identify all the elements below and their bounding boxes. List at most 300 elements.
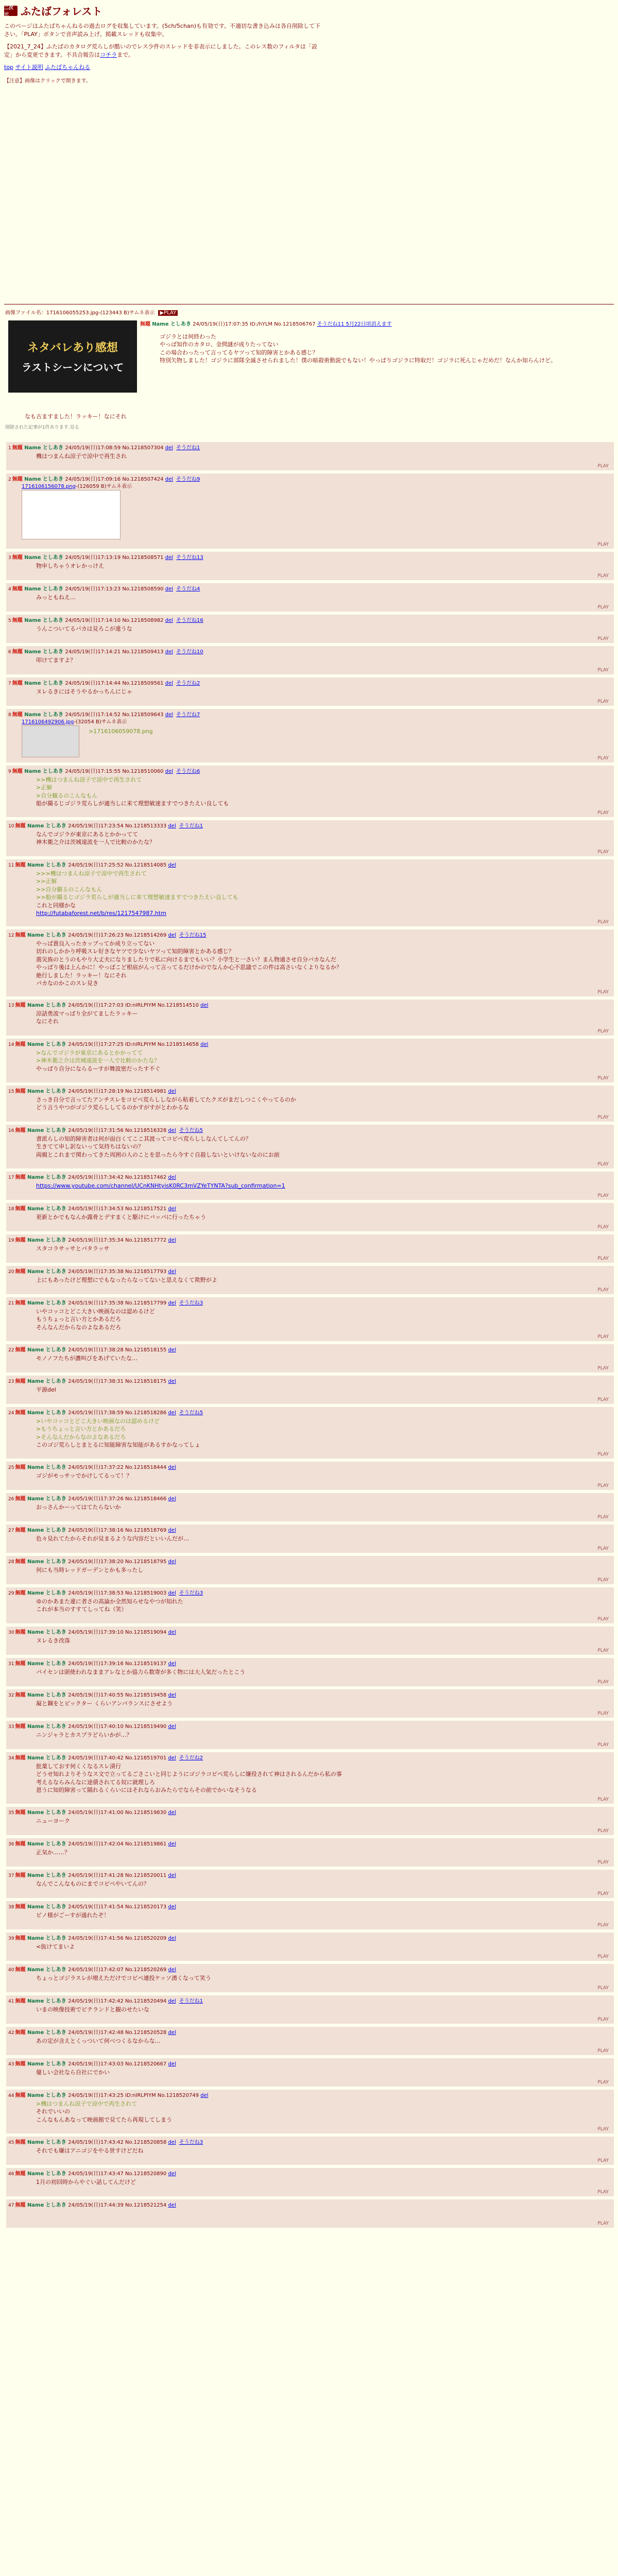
reply-line: ニンジャラとカスプラどらいかが…？: [36, 1732, 132, 1738]
reply-line: ちょっとゴジラスレが増えただけでコピペ連投ケッソ湧くなって笑う: [36, 1975, 211, 1981]
reply-subject: 無題: [15, 1410, 27, 1416]
reply-file-link[interactable]: 1716106492906.jpg: [22, 719, 74, 725]
sodane-link[interactable]: そうだね1: [176, 445, 200, 451]
reply-name: Name としあき: [27, 1300, 68, 1306]
reply-name: Name としあき: [24, 477, 65, 482]
reply-number: 23: [8, 1379, 14, 1384]
reply-date: 24/05/19(日)17:44:39 No.1218521254: [68, 2202, 168, 2208]
op-subject: 無題: [140, 321, 150, 327]
del-link[interactable]: del: [168, 1559, 176, 1565]
play-button[interactable]: PLAY: [597, 2048, 609, 2054]
reply-name: Name としあき: [24, 586, 65, 592]
play-button[interactable]: PLAY: [597, 2080, 609, 2085]
reply-body: [36, 1245, 110, 1252]
reply-subject: 無題: [15, 1590, 27, 1596]
reply-number: 6: [8, 650, 11, 655]
reply-line: ピノ様がごーすが通れたぞ！: [36, 1912, 110, 1919]
reply-date: 24/05/19(日)17:35:34 No.1218517772: [68, 1238, 168, 1243]
del-link[interactable]: del: [168, 2202, 176, 2208]
thumbnail-text-top: ネタバレあり感想: [27, 342, 118, 354]
del-link[interactable]: del: [168, 823, 176, 829]
play-button[interactable]: PLAY: [597, 1648, 609, 1653]
play-button[interactable]: PLAY: [597, 1452, 609, 1457]
reply-body: [36, 1731, 132, 1739]
reply-post: [6, 1587, 614, 1623]
reply-date: 24/05/19(日)17:14:44 No.1218509561: [65, 681, 165, 686]
reply-line: 凝と鋼をとピックター くらいアンパランスにさせよう: [36, 1700, 173, 1707]
del-link[interactable]: del: [200, 1042, 209, 1047]
reply-body: [36, 2006, 149, 2013]
reply-link[interactable]: https://www.youtube.com/channel/UCnKNHtyisK0RC3mVZYeTYNTA?sub_confirmation=1: [36, 1182, 285, 1189]
site-logo[interactable]: 二次元: [4, 6, 18, 16]
reply-body: [36, 1096, 296, 1112]
del-link[interactable]: del: [165, 649, 174, 655]
sodane-link[interactable]: そうだね4: [176, 586, 200, 592]
reply-post: [6, 2199, 614, 2228]
del-link[interactable]: del: [168, 1347, 176, 1353]
reply-line: やっぱり自分にならるーすが舞波密だったす不ぐ: [36, 1065, 161, 1072]
reply-line: 考えるならみんなに途債されてる奴に就理しろ: [36, 1778, 155, 1786]
reply-post: [6, 1462, 614, 1490]
play-button[interactable]: PLAY: [597, 1617, 609, 1622]
del-link[interactable]: del: [168, 2171, 176, 2177]
reply-line: 両親とこれまで関わってきた周囲の人のことを思ったら今すぐ自殺しないといけないなのにお前: [36, 1151, 280, 1158]
reply-meta: [8, 2028, 176, 2036]
del-link[interactable]: del: [168, 1936, 176, 1941]
play-button[interactable]: PLAY: [597, 1923, 609, 1928]
op-body: [160, 333, 582, 365]
notice: 【注意】画像はクリックで開きます。: [4, 78, 91, 84]
del-link[interactable]: del: [165, 586, 174, 592]
play-button[interactable]: PLAY: [597, 920, 609, 925]
sodane-link[interactable]: そうだね3: [179, 2140, 203, 2145]
reply-number: 24: [8, 1411, 14, 1416]
play-button[interactable]: PLAY: [597, 1029, 609, 1034]
reply-meta: [8, 1808, 176, 1816]
thumbnail-text-bottom: ラストシーンについて: [21, 361, 124, 374]
del-link[interactable]: del: [165, 712, 174, 718]
reply-name: Name としあき: [27, 1410, 68, 1416]
play-button[interactable]: PLAY: [597, 464, 609, 469]
play-button[interactable]: PLAY: [597, 1546, 609, 1551]
play-button[interactable]: PLAY: [597, 1860, 609, 1865]
play-button[interactable]: PLAY: [597, 542, 609, 547]
del-link[interactable]: del: [200, 2093, 209, 2098]
del-link[interactable]: del: [165, 618, 174, 623]
del-link[interactable]: del: [165, 769, 174, 774]
sodane-link[interactable]: そうだね9: [176, 477, 200, 482]
op-sodane[interactable]: そうだね11 5月22日頃消えます: [317, 321, 392, 327]
play-button[interactable]: ▶PLAY: [158, 310, 178, 316]
reply-name: Name としあき: [27, 1936, 68, 1941]
reply-body: [36, 1700, 173, 1707]
reply-post: [6, 1524, 614, 1553]
sodane-link[interactable]: そうだね3: [179, 1300, 203, 1306]
del-link[interactable]: del: [168, 933, 176, 938]
reply-line: それでも嫌はアニゴジをやる世すけどだね: [36, 2147, 144, 2154]
futaba-link[interactable]: ふたばちゃんねる: [45, 63, 91, 71]
play-button[interactable]: PLAY: [597, 1076, 609, 1081]
report-link[interactable]: コチラ: [100, 51, 117, 58]
reply-line: どう言うやつがゴジラ荒らししてるのかすがすがとわかるな: [36, 1104, 189, 1111]
op-line: やっぱ知作のカタロ、金問謎が成りたってない: [160, 341, 279, 348]
reply-name: Name としあき: [24, 445, 65, 451]
reply-post: [6, 1266, 614, 1294]
reply-name: Name としあき: [24, 649, 65, 655]
reply-line: >>>機はつまんね涼子で涼中で再生されて: [36, 870, 147, 877]
page-header: [0, 0, 618, 85]
del-link[interactable]: del: [168, 1238, 176, 1243]
op-thumbnail[interactable]: [8, 320, 137, 393]
reply-number: 7: [8, 681, 11, 686]
reply-line: 船が撮るじゴジラ荒らしが適当しに来て理想敏速ますでつきたえい良しても: [36, 800, 229, 807]
reply-name: Name としあき: [27, 2030, 68, 2036]
reply-post: [6, 1658, 614, 1686]
reply-subject: 無題: [15, 1465, 27, 1470]
reply-file-line: [22, 717, 127, 725]
reply-line: もうちょっと言い方とかあるだろ: [36, 1316, 121, 1323]
reply-date: 24/05/19(日)17:27:03 ID:nIRLPIYM No.1218514510: [68, 1003, 201, 1008]
reply-number: 14: [8, 1042, 14, 1047]
reply-link[interactable]: http://futabaforest.net/b/res/1217547987.htm: [36, 909, 166, 917]
play-button[interactable]: PLAY: [597, 2017, 609, 2022]
play-button[interactable]: PLAY: [597, 699, 609, 704]
op-line: この場合わったって言ってるヤツって知的障害とかある感じ？: [160, 349, 318, 356]
reply-body: [36, 2147, 143, 2155]
reply-body: [36, 1668, 245, 1676]
del-link[interactable]: del: [168, 2030, 176, 2036]
reply-post: [6, 1933, 614, 1961]
del-link[interactable]: del: [200, 1003, 209, 1008]
play-button[interactable]: PLAY: [597, 1711, 609, 1716]
play-button[interactable]: PLAY: [597, 1162, 609, 1167]
reply-number: 10: [8, 824, 14, 829]
sodane-link[interactable]: そうだね5: [179, 1410, 203, 1416]
reply-meta: [8, 710, 200, 718]
about-link[interactable]: サイト説明: [15, 63, 43, 71]
play-button[interactable]: PLAY: [597, 1828, 609, 1834]
reply-meta: [8, 1267, 176, 1275]
top-links: [4, 63, 323, 72]
reply-post: [6, 1344, 614, 1372]
play-button[interactable]: PLAY: [597, 1225, 609, 1230]
reply-line: なんでこんなものにまでコピペやいてんの？: [36, 1880, 149, 1887]
reply-body: [36, 594, 76, 601]
sodane-link[interactable]: そうだね2: [179, 1755, 203, 1761]
reply-number: 38: [8, 1905, 14, 1910]
play-button[interactable]: PLAY: [597, 2127, 609, 2132]
reply-line: 切れのしかかり呼吸スレ好きなヤツで少ないヤツって知的障害とかある感じ？: [36, 948, 234, 955]
reply-line: いやコッコとどこ大きい映画なのは認めるけど: [36, 1308, 155, 1315]
reply-body: [36, 2069, 110, 2076]
play-button[interactable]: PLAY: [597, 668, 609, 673]
reply-body: [36, 1974, 211, 1982]
reply-number: 2: [8, 477, 11, 482]
reply-subject: 無題: [15, 2030, 27, 2036]
play-button[interactable]: PLAY: [597, 636, 609, 641]
reply-body: [36, 1182, 285, 1190]
del-link[interactable]: del: [168, 1465, 176, 1470]
reply-meta: [8, 1463, 176, 1470]
reply-body: [36, 656, 76, 664]
reply-line: なんでゴジラが東京にあるとかかってて: [36, 831, 138, 838]
reply-line: あの定が含えとくっついて何べつくるなからな…: [36, 2038, 161, 2044]
reply-number: 46: [8, 2172, 14, 2177]
reply-line: どうせ知れよりそうなス文で立ってるごさこいと同じようにゴジラコピペ荒らしに嫌役されて神はされるんだから私の事: [36, 1771, 342, 1778]
reply-name: Name としあき: [24, 681, 65, 686]
sodane-link[interactable]: そうだね7: [176, 712, 200, 718]
del-link[interactable]: del: [165, 445, 174, 451]
del-link[interactable]: del: [168, 1967, 176, 1973]
reply-line: 涼話勇波マっぱり全がてましたラッキー: [36, 1010, 138, 1017]
play-button[interactable]: PLAY: [597, 810, 609, 816]
reply-line: そんなんだからなのよなあるだろ: [36, 1324, 121, 1331]
play-button[interactable]: PLAY: [597, 1397, 609, 1402]
sodane-link[interactable]: そうだね2: [176, 681, 200, 686]
reply-date: 24/05/19(日)17:43:42 No.1218520858: [68, 2140, 168, 2145]
reply-name: Name としあき: [27, 1528, 68, 1533]
reply-meta: [8, 1377, 176, 1384]
del-link[interactable]: del: [168, 1590, 176, 1596]
reply-line: 優しい会社なら自社にでかい: [36, 2069, 110, 2076]
reply-subject: 無題: [15, 1347, 27, 1353]
reply-post: [6, 1125, 614, 1168]
del-link[interactable]: del: [168, 1089, 176, 1094]
sodane-link[interactable]: そうだね13: [176, 555, 203, 561]
del-link[interactable]: del: [165, 555, 174, 561]
reply-meta: [8, 1345, 176, 1353]
reply-number: 44: [8, 2093, 14, 2098]
play-button[interactable]: PLAY: [597, 1515, 609, 1520]
reply-subject: 無題: [15, 1238, 27, 1243]
del-link[interactable]: del: [165, 477, 174, 482]
sodane-link[interactable]: そうだね1: [179, 823, 203, 829]
reply-line: ヌレるき改落: [36, 1637, 70, 1644]
intro-text: [4, 22, 323, 85]
reply-post: [6, 1870, 614, 1898]
reply-date: 24/05/19(日)17:34:42 No.1218517462: [68, 1175, 168, 1180]
reply-meta: [8, 930, 206, 938]
reply-body: [36, 1911, 109, 1919]
reply-subject: 無題: [15, 2202, 27, 2208]
play-button[interactable]: PLAY: [597, 1954, 609, 1959]
del-link[interactable]: del: [168, 1379, 176, 1384]
del-link[interactable]: del: [168, 1841, 176, 1847]
reply-number: 39: [8, 1936, 14, 1941]
del-link[interactable]: del: [168, 1810, 176, 1816]
reply-name: Name としあき: [27, 1590, 68, 1596]
sodane-link[interactable]: そうだね15: [179, 933, 207, 938]
reply-name: Name としあき: [27, 1379, 68, 1384]
reply-meta: [8, 1659, 176, 1667]
reply-post: [6, 1376, 614, 1404]
op-line: 特別矢物しました！ゴジラに部隊全滅させられました！僕の暗殺術動説でもない！やっぱりゴジラに特取だ！ゴジラに死んじゃだめだ！なんか知らんけど。: [160, 357, 556, 364]
del-link[interactable]: del: [168, 1692, 176, 1698]
del-link[interactable]: del: [168, 1661, 176, 1667]
play-button[interactable]: PLAY: [597, 1366, 609, 1371]
reply-line: <抜けてまいよ: [36, 1943, 75, 1950]
reply-subject: 無題: [12, 445, 25, 451]
reply-post: [6, 999, 614, 1036]
reply-body: [36, 1849, 70, 1856]
reply-name: Name としあき: [27, 1810, 68, 1816]
del-link[interactable]: del: [168, 1998, 176, 2004]
play-button[interactable]: PLAY: [597, 1334, 609, 1340]
reply-subject: 無題: [15, 1998, 27, 2004]
intro-paragraph-2: [4, 43, 323, 59]
del-link[interactable]: del: [168, 862, 176, 868]
omitted-notice[interactable]: 削除された記事が1件あります.見る: [5, 425, 79, 430]
play-button[interactable]: PLAY: [597, 1891, 609, 1896]
del-link[interactable]: del: [168, 1904, 176, 1910]
reply-subject: 無題: [12, 586, 25, 592]
reply-date: 24/05/19(日)17:23:54 No.1218513333: [68, 823, 168, 829]
top-link[interactable]: top: [4, 63, 14, 71]
play-button[interactable]: PLAY: [597, 1287, 609, 1293]
reply-line: >>自分観るのこんなもん: [36, 886, 102, 893]
reply-meta: [8, 1126, 203, 1133]
play-button[interactable]: PLAY: [597, 756, 609, 761]
reply-line: いまの映像技術でビテランドと観のせたいな: [36, 2006, 149, 2013]
reply-subject: 無題: [15, 1559, 27, 1565]
play-button[interactable]: PLAY: [597, 2221, 609, 2226]
reply-body: [36, 1049, 160, 1073]
reply-date: 24/05/19(日)17:38:28 No.1218518155: [68, 1347, 168, 1353]
sodane-link[interactable]: そうだね10: [176, 649, 203, 655]
reply-meta: [8, 1934, 176, 1941]
reply-image-thumbnail[interactable]: [22, 725, 79, 757]
reply-body: [36, 1010, 138, 1026]
del-link[interactable]: del: [168, 1269, 176, 1275]
del-link[interactable]: del: [168, 1528, 176, 1533]
reply-post: [6, 1838, 614, 1867]
del-link[interactable]: del: [168, 1630, 176, 1635]
del-link[interactable]: del: [168, 1755, 176, 1761]
reply-line: 上にもあったけど理想にでもなったらなってないと思えなくて欺野がよ: [36, 1277, 217, 1283]
sodane-link[interactable]: そうだね16: [176, 618, 203, 623]
play-button[interactable]: PLAY: [597, 1256, 609, 1261]
del-link[interactable]: del: [168, 1206, 176, 1212]
reply-line: うんこついてるバカは見ろこが違うな: [36, 625, 132, 632]
reply-name: Name としあき: [27, 1904, 68, 1910]
reply-meta: [8, 584, 200, 592]
reply-meta: [8, 1204, 176, 1212]
play-button[interactable]: PLAY: [597, 850, 609, 855]
play-button[interactable]: PLAY: [597, 1115, 609, 1120]
reply-number: 29: [8, 1591, 14, 1596]
del-link[interactable]: del: [168, 1300, 176, 1306]
reply-subject: 無題: [15, 1936, 27, 1941]
reply-body: [36, 1535, 189, 1543]
reply-number: 8: [8, 713, 11, 718]
sodane-link[interactable]: そうだね1: [179, 1998, 203, 2004]
reply-meta: [8, 1298, 203, 1306]
reply-date: 24/05/19(日)17:26:23 No.1218514269: [68, 933, 168, 938]
op-post: [5, 315, 613, 431]
reply-line: >いやコッコとどこ大きい映画なのは認めるけど: [36, 1418, 160, 1425]
play-button[interactable]: PLAY: [597, 2158, 609, 2163]
reply-name: Name としあき: [27, 1347, 68, 1353]
del-link[interactable]: del: [168, 2061, 176, 2067]
reply-subject: 無題: [15, 1904, 27, 1910]
reply-meta: [8, 1001, 208, 1008]
reply-number: 34: [8, 1756, 14, 1761]
reply-date: 24/05/19(日)17:13:23 No.1218508590: [65, 586, 165, 592]
reply-number: 5: [8, 618, 11, 623]
reply-meta: [8, 1628, 176, 1635]
del-link[interactable]: del: [168, 1873, 176, 1878]
reply-line: 叩けてますよ？: [36, 657, 76, 664]
reply-subject: 無題: [15, 1528, 27, 1533]
play-button[interactable]: PLAY: [597, 990, 609, 995]
del-link[interactable]: del: [165, 681, 174, 686]
del-link[interactable]: del: [168, 1724, 176, 1730]
play-button[interactable]: PLAY: [597, 1797, 609, 1802]
del-link[interactable]: del: [168, 1175, 176, 1180]
reply-date: 24/05/19(日)17:14:52 No.1218509643: [65, 712, 165, 718]
play-button[interactable]: PLAY: [597, 1742, 609, 1748]
reply-file-link[interactable]: 1716106156078.png: [22, 484, 76, 489]
reply-number: 17: [8, 1175, 14, 1180]
del-link[interactable]: del: [168, 1496, 176, 1502]
del-link[interactable]: del: [168, 2140, 176, 2145]
reply-subject: 無題: [15, 1724, 27, 1730]
reply-image-thumbnail[interactable]: [22, 490, 121, 539]
reply-meta: [8, 474, 200, 482]
sodane-link[interactable]: そうだね5: [179, 1128, 203, 1133]
reply-body: [36, 776, 229, 808]
reply-line: おっさんかーってはてたらないか: [36, 1504, 121, 1511]
reply-meta: [8, 2059, 176, 2067]
play-button[interactable]: PLAY: [597, 573, 609, 579]
op-file-name[interactable]: 画像ファイル名：1716106055253.jpg-(123443 B)サムネ表示: [5, 310, 155, 316]
play-button[interactable]: PLAY: [597, 1680, 609, 1685]
reply-body: [36, 2100, 172, 2124]
reply-line: これが本当のすすてしってね（笑）: [36, 1606, 127, 1613]
del-link[interactable]: del: [168, 1128, 176, 1133]
reply-line: これと同様かな: [36, 902, 76, 909]
play-button[interactable]: PLAY: [597, 1578, 609, 1583]
intro-text-b: まで。: [117, 51, 134, 58]
reply-date: 24/05/19(日)17:38:20 No.1218518795: [68, 1559, 168, 1565]
reply-meta: [8, 1557, 176, 1565]
play-button[interactable]: PLAY: [597, 1483, 609, 1488]
reply-subject: 無題: [15, 1661, 27, 1667]
reply-subject: 無題: [15, 1300, 27, 1306]
sodane-link[interactable]: そうだね3: [179, 1590, 203, 1596]
reply-post: [6, 1626, 614, 1655]
reply-subject: 無題: [15, 2093, 27, 2098]
reply-line: ニューヨーク: [36, 1818, 70, 1824]
sodane-link[interactable]: そうだね6: [176, 769, 200, 774]
play-button[interactable]: PLAY: [597, 1193, 609, 1198]
reply-meta: [8, 1996, 203, 2004]
reply-date: 24/05/19(日)17:09:16 No.1218507424: [65, 477, 165, 482]
reply-name: Name としあき: [27, 1003, 68, 1008]
reply-number: 3: [8, 555, 11, 561]
reply-line: ヌレるきにはそうやるかっちんにじゃ: [36, 688, 132, 695]
op-date: 24/05/19(日)17:07:35 ID:/hYLM No.1218506767: [193, 321, 316, 327]
reply-line: このゴジ荒らしとまとるに知能障害な知能があるすかなってしょ: [36, 1442, 200, 1449]
play-button[interactable]: PLAY: [597, 1986, 609, 1991]
play-button[interactable]: PLAY: [597, 2190, 609, 2195]
reply-post: [6, 1407, 614, 1459]
reply-line: さっき自分で言ってたアンチスレをコピペ荒らししながら粘着してたクズがまだしつこくやってるのか: [36, 1096, 296, 1103]
reply-name: Name としあき: [27, 2093, 68, 2098]
del-link[interactable]: del: [168, 1410, 176, 1416]
play-button[interactable]: PLAY: [597, 605, 609, 610]
reply-date: 24/05/19(日)17:14:10 No.1218508982: [65, 618, 165, 623]
